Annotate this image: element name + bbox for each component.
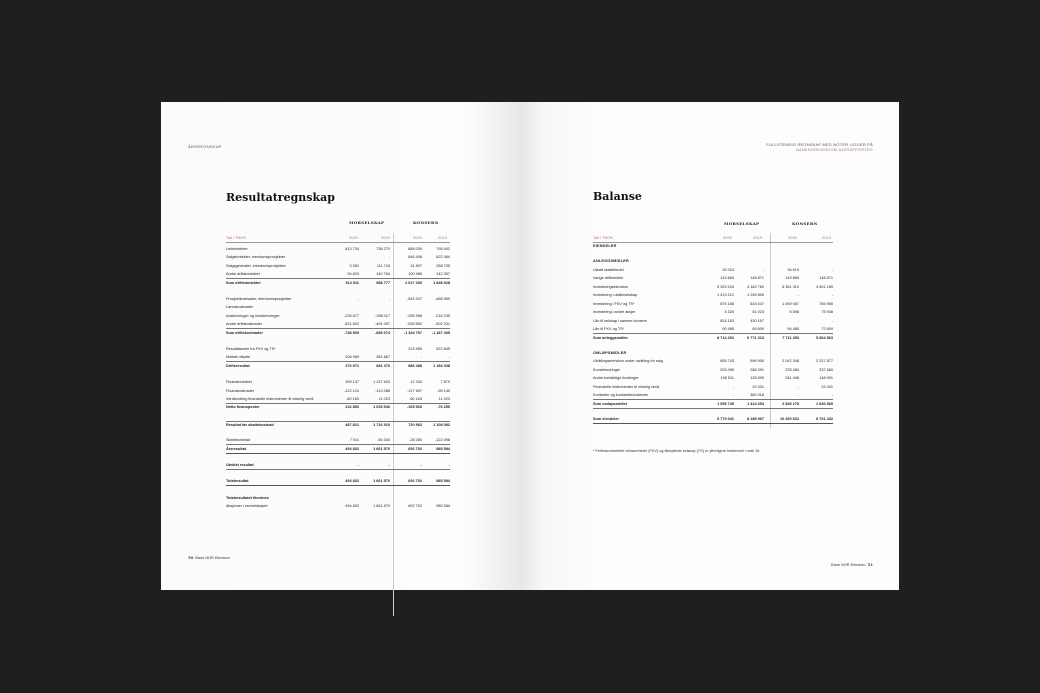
cell-value: -: [448, 463, 450, 467]
row-label: Varige driftsmidler: [593, 276, 624, 280]
cell-value: 22 431: [752, 384, 764, 389]
year-label: 2020: [788, 235, 797, 240]
cell-value: 494 832: [345, 446, 359, 451]
cell-value: 75 938: [821, 310, 833, 314]
table-row: [226, 396, 450, 404]
cell-value: -: [831, 393, 833, 397]
page-footer: [188, 555, 230, 560]
table-row: [593, 275, 833, 282]
footer-company: Bane NOR Eiendom: [195, 556, 230, 560]
cell-value: 4 801 189: [816, 284, 833, 289]
cell-value: 692 702: [408, 504, 422, 509]
cell-value: -748 509: [344, 330, 359, 335]
cell-value: 106 969: [345, 355, 359, 360]
cell-value: 61 023: [752, 310, 764, 314]
table-row: [593, 375, 833, 382]
cell-value: 22 431: [821, 384, 833, 389]
cell-value: -468 969: [435, 297, 450, 301]
table-row: [226, 321, 450, 329]
row-label: Skattekostnad: [226, 438, 251, 443]
year-label: 2019: [381, 235, 390, 240]
cell-value: 380 018: [750, 393, 764, 397]
page-footer: [831, 562, 873, 567]
cell-value: 381 667: [376, 355, 390, 360]
table-row: [593, 392, 833, 400]
year-label: 2019: [438, 235, 447, 240]
right-page: [520, 102, 899, 590]
cell-value: 213 955: [408, 347, 422, 351]
cell-value: 1 035 540: [373, 405, 390, 410]
cell-value: 196 511: [720, 376, 734, 380]
cell-value: 8 701 432: [816, 416, 833, 421]
cell-value: -491 057: [375, 322, 390, 327]
cell-value: 7 870: [440, 380, 450, 385]
cell-value: -: [831, 318, 833, 323]
table-row: [226, 478, 450, 486]
row-label: Mottatt utbytte: [226, 355, 251, 360]
cell-value: 7 011: [349, 438, 359, 443]
header-link: BANENOREIENDOM.NO/RAPPORTER: [796, 147, 873, 152]
cell-value: 5 329 234: [717, 284, 734, 289]
cell-value: 596 905: [750, 359, 764, 363]
row-label: Aksjonær i morselskapet: [226, 504, 268, 509]
row-label: Investeringseiendom: [593, 284, 629, 289]
cell-value: -689 074: [375, 330, 390, 335]
year-label: 2020: [723, 235, 732, 240]
cell-value: -: [762, 267, 764, 272]
footer-company: Bane NOR Eiendom: [831, 563, 866, 567]
cell-value: -: [797, 384, 799, 389]
cell-value: -: [420, 463, 422, 467]
cell-value: -539 592: [407, 322, 422, 327]
cell-value: 988 777: [376, 280, 390, 285]
table-row: [226, 495, 450, 502]
cell-value: 203 495: [720, 367, 734, 372]
year-header-row: [593, 235, 833, 243]
cell-value: 522 845: [436, 347, 450, 351]
row-label: Kontanter og kontantekvivalenter: [593, 393, 649, 397]
cell-value: 1 255 806: [747, 293, 764, 297]
table-row: [226, 421, 450, 429]
cell-value: 7 711 353: [782, 335, 799, 340]
cell-value: 1 661 570: [373, 504, 390, 509]
table-row: [593, 258, 833, 265]
cell-value: 12 334: [410, 380, 422, 385]
column-group-header: MORSELSKAP: [724, 221, 760, 226]
table-row: [593, 367, 833, 374]
cell-value: 2 327 877: [816, 359, 833, 363]
table-row: [593, 335, 833, 342]
table-row: [593, 301, 833, 308]
cell-value: -255 998: [407, 313, 422, 318]
row-label: EIENDELER: [593, 244, 617, 248]
row-label: Avskrivninger og nedskrivninger: [226, 313, 280, 318]
cell-value: 655 743: [720, 359, 734, 363]
row-label: Leieinntekter: [226, 247, 248, 251]
cell-value: -: [797, 293, 799, 297]
table-row: [226, 379, 450, 386]
cell-value: 148 871: [819, 276, 833, 280]
cell-value: 281 446: [785, 376, 799, 380]
table-row: [593, 318, 833, 325]
row-label: Sum omløpsmidler: [593, 401, 628, 406]
footnote: * Felleskontrollerte virksomheter (FKV) og tilknyttede selskap (TS) er ytterligere beskrevet i note 16.: [593, 449, 761, 453]
row-label: Investering i andre aksjer: [593, 310, 636, 314]
cell-value: 1 055 749: [717, 401, 734, 406]
cell-value: -1 344 797: [403, 330, 422, 335]
cell-value: 681 370: [376, 363, 390, 368]
row-label: Prosjektkostnader, eiendomsprosjekter: [226, 297, 292, 301]
cell-value: 2 549 278: [782, 401, 799, 406]
cell-value: 1 108 082: [433, 422, 450, 427]
column-group-header: KONSERN: [413, 220, 439, 225]
cell-value: -28 260: [409, 438, 422, 443]
row-label: Investering i datterselskap: [593, 293, 638, 297]
table-row: [593, 284, 833, 291]
table-row: [226, 363, 450, 370]
row-label: Utvidet resultat: [226, 463, 254, 467]
cell-value: -: [797, 393, 799, 397]
cell-value: 216 850: [345, 405, 359, 410]
row-label: Resultat før skattekostnad: [226, 422, 274, 427]
table-row: [593, 326, 833, 334]
row-label: Salgsinntekter, eiendomsprosjekter: [226, 255, 286, 260]
year-label: 2020: [349, 235, 358, 240]
cell-value: 31 897: [410, 263, 422, 268]
cell-value: -521 832: [344, 322, 359, 327]
cell-value: 286 391: [750, 367, 764, 372]
row-label: Driftsresultat: [226, 363, 250, 368]
cell-value: 2 042 348: [782, 359, 799, 363]
row-label: OMLØPSMIDLER: [593, 350, 627, 355]
row-label: Lønnskostnader: [226, 305, 254, 310]
page-title: Resultatregnskap: [226, 191, 335, 204]
cell-value: 912 511: [345, 280, 359, 285]
cell-value: 94 825: [347, 272, 359, 277]
cell-value: -1 187 435: [431, 330, 450, 335]
row-label: Lån til FKV og TS*: [593, 327, 625, 331]
cell-value: 288 705: [436, 263, 450, 268]
cell-value: 11 023: [378, 397, 390, 401]
table-row: [593, 267, 833, 274]
cell-value: -: [420, 355, 422, 360]
table-row: [226, 446, 450, 454]
cell-value: 2 017 330: [405, 280, 422, 285]
cell-value: -: [732, 384, 734, 389]
cell-value: 692 702: [408, 479, 422, 484]
cell-value: -: [448, 355, 450, 360]
table-row: [593, 350, 833, 357]
cell-value: 6 771 313: [747, 335, 764, 340]
row-label: Årsresultat: [226, 446, 247, 451]
table-row: [593, 358, 833, 365]
cell-value: 2 836 869: [816, 401, 833, 406]
cell-value: -55 340: [377, 438, 390, 443]
cell-value: 1 661 570: [373, 446, 390, 451]
cell-value: 111 743: [376, 263, 390, 268]
page-number: 51: [867, 562, 873, 567]
cell-value: 143 665: [720, 276, 734, 280]
table-row: [226, 462, 450, 470]
cell-value: 34 619: [787, 267, 799, 272]
cell-value: 888 039: [408, 247, 422, 251]
cell-value: -: [388, 463, 390, 467]
cell-value: 32 024: [722, 267, 734, 272]
cell-value: 140 764: [376, 272, 390, 277]
table-row: [226, 388, 450, 395]
column-group-header: KONSERN: [792, 221, 818, 226]
cell-value: 5 864 563: [816, 335, 833, 340]
table-row: [226, 271, 450, 279]
table-row: [226, 254, 450, 261]
cell-value: 128 909: [750, 376, 764, 380]
table-row: [226, 280, 450, 287]
table-row: [226, 503, 450, 510]
row-label: ANLEGGSMIDLER: [593, 259, 629, 263]
cell-value: 72 609: [821, 327, 833, 331]
row-label: Resultatandel fra FKV og TS*: [226, 347, 276, 351]
row-label: Utviklingseiendom under utvikling for salg: [593, 359, 663, 363]
row-label: Netto finansposter: [226, 405, 260, 410]
cell-value: -549 207: [407, 297, 422, 301]
cell-value: 643 047: [750, 301, 764, 306]
cell-value: 142 357: [436, 272, 450, 277]
table-row: [226, 304, 450, 311]
section-label: ÅRSREGNSKAP: [188, 144, 222, 149]
cell-value: -: [831, 293, 833, 297]
cell-value: -: [732, 393, 734, 397]
cell-value: -: [388, 297, 390, 301]
unit-label: Tall i TNOK: [226, 235, 247, 240]
row-label: Finansielle instrumenter til virkelig verdi: [593, 384, 660, 389]
cell-value: 1 716 910: [373, 422, 390, 427]
row-label: Sum driftskostnader: [226, 330, 263, 335]
table-row: [593, 243, 833, 250]
cell-value: 1 069 067: [782, 301, 799, 306]
cell-value: 5 598: [789, 310, 799, 314]
table-row: [226, 313, 450, 320]
cell-value: 1 414 654: [747, 401, 764, 406]
cell-value: -226 677: [344, 313, 359, 318]
cell-value: 765 956: [819, 301, 833, 306]
table-row: [593, 384, 833, 391]
cell-value: 886 488: [408, 363, 422, 368]
cell-value: 1 661 570: [373, 479, 390, 484]
table-row: [593, 401, 833, 409]
row-label: Totalresultatet tilordnes: [226, 495, 269, 500]
cell-value: 795 402: [436, 247, 450, 251]
table-row: [593, 416, 833, 424]
cell-value: 487 821: [345, 422, 359, 427]
table-row: [226, 263, 450, 270]
left-page: [161, 102, 520, 590]
cell-value: 270 971: [345, 363, 359, 368]
row-label: Andre driftsinntekter: [226, 272, 260, 277]
cell-value: -: [388, 255, 390, 260]
cell-value: 225 484: [785, 367, 799, 372]
cell-value: -122 124: [344, 388, 359, 393]
table-row: [226, 354, 450, 362]
cell-value: 1 413 212: [717, 293, 734, 297]
cell-value: -216 235: [435, 313, 450, 318]
page-header: [766, 142, 873, 152]
cell-value: 985 584: [436, 504, 450, 509]
cell-value: 6 361 319: [782, 284, 799, 289]
column-group-header: MORSELSKAP: [349, 220, 385, 225]
cell-value: 813 734: [345, 247, 359, 251]
table-row: [593, 309, 833, 316]
cell-value: 494 832: [345, 504, 359, 509]
cell-value: 3 952: [349, 263, 359, 268]
row-label: Lån til selskap i samme konsern: [593, 318, 648, 323]
cell-value: 337 660: [819, 367, 833, 372]
year-header-row: [226, 235, 450, 243]
row-label: Sum driftsinntekter: [226, 280, 261, 285]
cell-value: 148 871: [750, 276, 764, 280]
row-label: Investering i FKV og TS*: [593, 301, 635, 306]
cell-value: 10 260 631: [779, 416, 799, 421]
row-label: Sum anleggsmidler: [593, 335, 629, 340]
cell-value: -: [357, 297, 359, 301]
unit-label: Tall i TNOK: [593, 235, 614, 240]
cell-value: -: [831, 267, 833, 272]
table-row: [226, 346, 450, 353]
row-label: Salgsgevinster, eiendomsprosjekter: [226, 263, 286, 268]
cell-value: 494 832: [345, 479, 359, 484]
cell-value: -117 697: [407, 388, 422, 393]
cell-value: 736 270: [376, 247, 390, 251]
year-label: 2019: [753, 235, 762, 240]
cell-value: -: [357, 463, 359, 467]
year-label: 2019: [822, 235, 831, 240]
cell-value: 8 185 967: [747, 416, 764, 421]
cell-value: 1 137 603: [373, 380, 390, 385]
cell-value: 148 901: [819, 376, 833, 380]
row-label: Totalresultat: [226, 479, 249, 484]
table-row: [226, 296, 450, 303]
cell-value: 622 464: [436, 255, 450, 260]
cell-value: 846 408: [408, 255, 422, 260]
row-label: Andre kortsiktige fordringer: [593, 376, 639, 380]
row-label: Verdiendring finansielle instrumenter til virkelig verdi: [226, 397, 314, 401]
cell-value: 8 714 292: [717, 335, 734, 340]
cell-value: 4 325: [724, 310, 734, 314]
cell-value: -502 231: [435, 322, 450, 327]
row-label: Kundefordringer: [593, 367, 621, 372]
cell-value: 4 162 760: [747, 284, 764, 289]
cell-value: -60 163: [409, 397, 422, 401]
cell-value: 11 023: [438, 397, 450, 401]
cell-value: 875 186: [720, 301, 734, 306]
cell-value: 143 665: [785, 276, 799, 280]
cell-value: 824 163: [720, 318, 734, 323]
cell-value: -113 086: [375, 388, 390, 393]
cell-value: -60 163: [346, 397, 359, 401]
page-title: Balanse: [593, 190, 642, 203]
cell-value: 692 702: [408, 446, 422, 451]
cell-value: 100 986: [408, 272, 422, 277]
cell-value: -165 526: [407, 405, 422, 410]
cell-value: 94 485: [787, 327, 799, 331]
table-row: [226, 330, 450, 337]
cell-value: -: [797, 318, 799, 323]
cell-value: 399 137: [345, 380, 359, 385]
table-row: [593, 292, 833, 299]
cell-value: -95 140: [437, 388, 450, 393]
cell-value: -76 256: [437, 405, 450, 410]
cell-value: 985 584: [436, 479, 450, 484]
cell-value: 1 184 338: [433, 363, 450, 368]
row-label: Finanskostnader: [226, 388, 255, 393]
cell-value: 90 485: [722, 327, 734, 331]
header-line: FULLSTENDIG REGNSKAP MED NOTER LIGGER PÅ: [766, 142, 873, 147]
cell-value: -122 498: [435, 438, 450, 443]
table-row: [226, 246, 450, 253]
cell-value: 985 584: [436, 446, 450, 451]
row-label: Utsatt skattefordel: [593, 267, 624, 272]
row-label: Andre driftskostnader: [226, 322, 263, 327]
row-label: Sum eiendeler: [593, 416, 619, 421]
cell-value: 720 962: [408, 422, 422, 427]
cell-value: -198 017: [375, 313, 390, 318]
cell-value: 9 770 041: [717, 416, 734, 421]
row-label: Finansinntekter: [226, 380, 252, 385]
page-number: 50: [188, 555, 194, 560]
table-row: [226, 404, 450, 411]
cell-value: 69 609: [752, 327, 764, 331]
year-label: 2020: [413, 235, 422, 240]
cell-value: 430 197: [750, 318, 764, 323]
table-row: [226, 437, 450, 445]
cell-value: 1 848 928: [433, 280, 450, 285]
